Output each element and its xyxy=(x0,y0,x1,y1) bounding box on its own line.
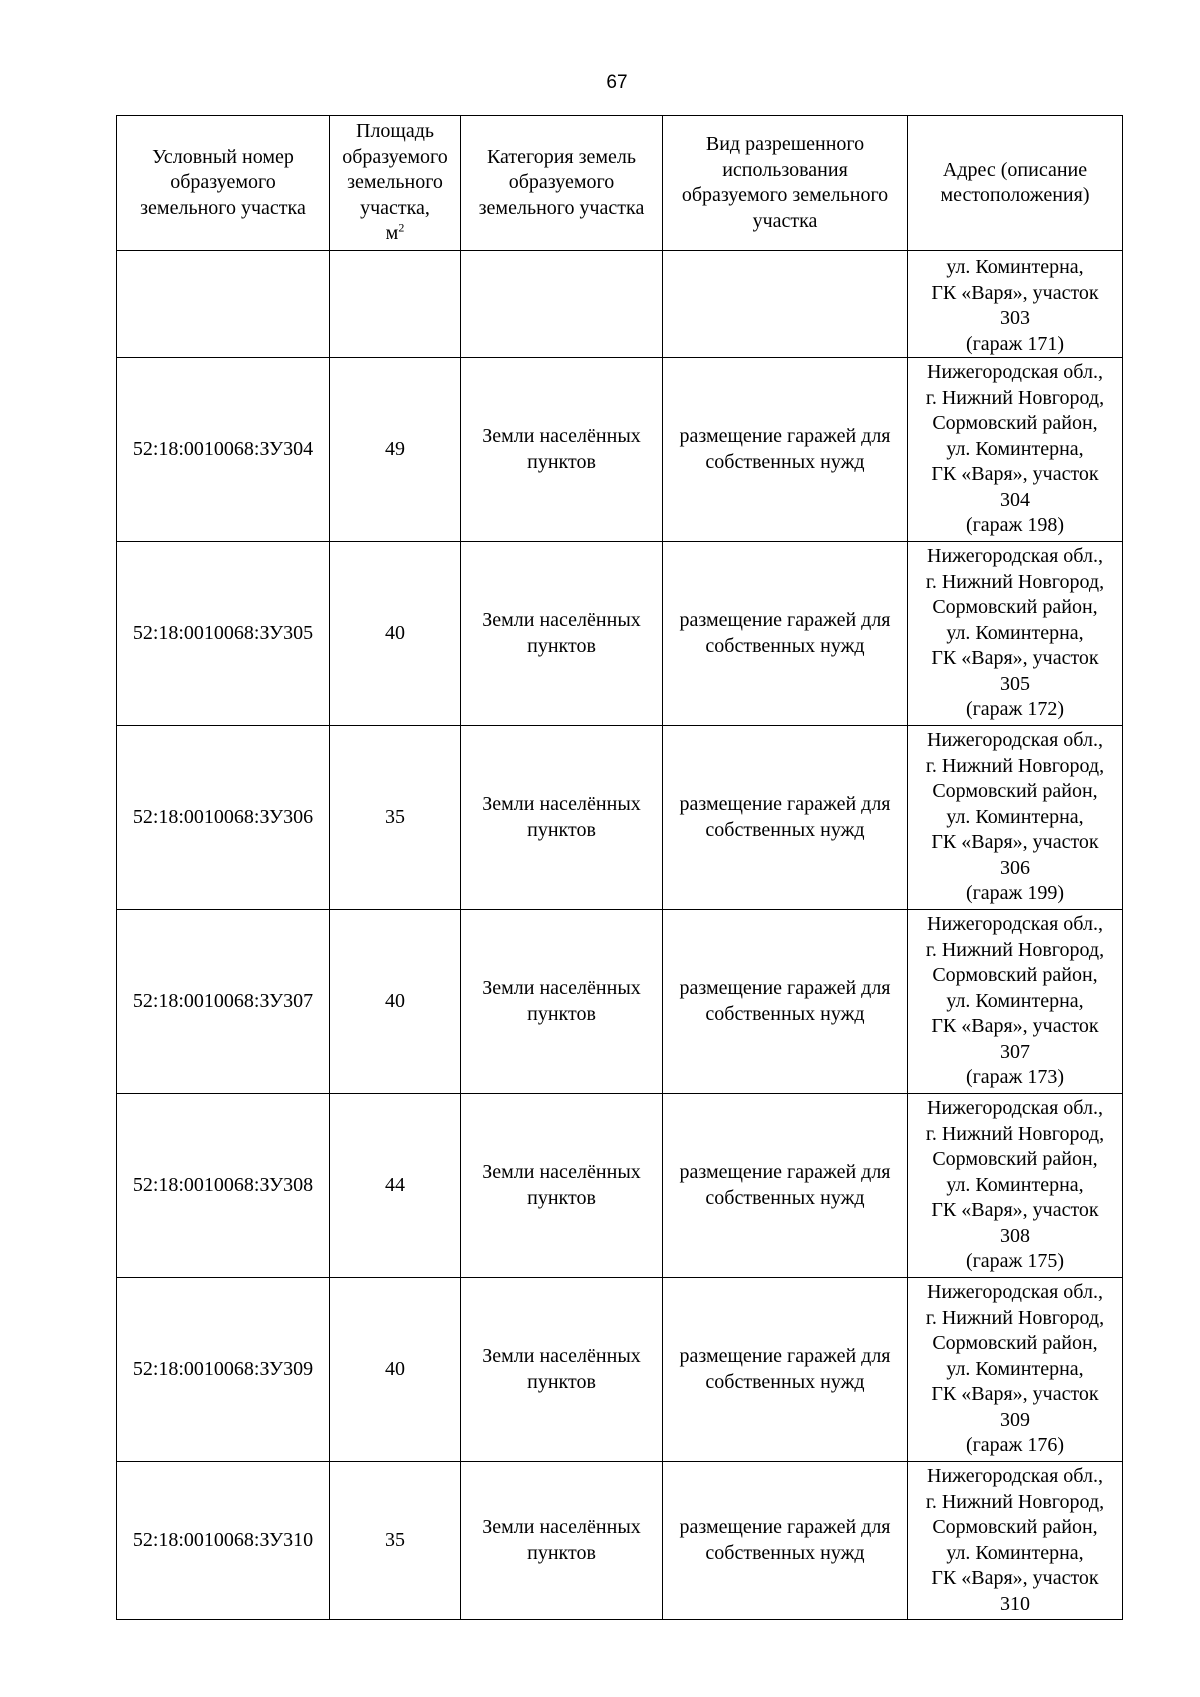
cell-number: 52:18:0010068:ЗУ310 xyxy=(117,1462,330,1620)
table-row xyxy=(117,1462,1123,1620)
area-unit: м xyxy=(385,222,399,245)
cell-number: 52:18:0010068:ЗУ306 xyxy=(117,726,330,910)
cell-category xyxy=(461,251,663,358)
table-row-continued xyxy=(117,251,1123,358)
cell-number xyxy=(117,251,330,358)
cell-usage xyxy=(663,251,908,358)
cell-number: 52:18:0010068:ЗУ304 xyxy=(117,358,330,542)
header-area: Площадь образуемого земельного участка, $м^2$ xyxy=(330,116,461,251)
cell-area: 40 xyxy=(330,542,461,726)
table-header-row xyxy=(117,116,1123,251)
cell-number: 52:18:0010068:ЗУ308 xyxy=(117,1094,330,1278)
table-row xyxy=(117,726,1123,910)
cell-address: Нижегородская обл., г. Нижний Новгород, Сормовский район, ул. Коминтерна, ГК «Варя», участок 306 (гараж 199) xyxy=(908,726,1123,910)
cell-area: 35 xyxy=(330,726,461,910)
cell-usage: размещение гаражей для собственных нужд xyxy=(663,910,908,1094)
cell-usage: размещение гаражей для собственных нужд xyxy=(663,1462,908,1620)
cell-address: Нижегородская обл., г. Нижний Новгород, Сормовский район, ул. Коминтерна, ГК «Варя», участок 310 xyxy=(908,1462,1123,1620)
cell-category: Земли населённых пунктов xyxy=(461,358,663,542)
cell-usage: размещение гаражей для собственных нужд xyxy=(663,358,908,542)
cell-address: Нижегородская обл., г. Нижний Новгород, Сормовский район, ул. Коминтерна, ГК «Варя», участок 305 (гараж 172) xyxy=(908,542,1123,726)
table-row xyxy=(117,910,1123,1094)
cell-address: Нижегородская обл., г. Нижний Новгород, Сормовский район, ул. Коминтерна, ГК «Варя», участок 309 (гараж 176) xyxy=(908,1278,1123,1462)
table-row xyxy=(117,358,1123,542)
cell-usage: размещение гаражей для собственных нужд xyxy=(663,1094,908,1278)
cell-area: 40 xyxy=(330,910,461,1094)
header-usage: Вид разрешенного использования образуемого земельного участка xyxy=(663,116,908,251)
cell-area xyxy=(330,251,461,358)
cell-address: Нижегородская обл., г. Нижний Новгород, Сормовский район, ул. Коминтерна, ГК «Варя», участок 308 (гараж 175) xyxy=(908,1094,1123,1278)
cell-number: 52:18:0010068:ЗУ307 xyxy=(117,910,330,1094)
cell-usage: размещение гаражей для собственных нужд xyxy=(663,1278,908,1462)
cell-area: 40 xyxy=(330,1278,461,1462)
cell-category: Земли населённых пунктов xyxy=(461,910,663,1094)
cell-category: Земли населённых пунктов xyxy=(461,1462,663,1620)
cell-usage: размещение гаражей для собственных нужд xyxy=(663,726,908,910)
land-plots-table xyxy=(116,115,1123,1620)
header-number: Условный номер образуемого земельного участка xyxy=(117,116,330,251)
cell-area: 35 xyxy=(330,1462,461,1620)
cell-address: Нижегородская обл., г. Нижний Новгород, Сормовский район, ул. Коминтерна, ГК «Варя», участок 307 (гараж 173) xyxy=(908,910,1123,1094)
header-category: Категория земель образуемого земельного участка xyxy=(461,116,663,251)
page-number: 67 xyxy=(606,72,628,93)
cell-usage: размещение гаражей для собственных нужд xyxy=(663,542,908,726)
cell-category: Земли населённых пунктов xyxy=(461,1094,663,1278)
cell-category: Земли населённых пунктов xyxy=(461,726,663,910)
area-unit-power: 2 xyxy=(398,220,405,235)
table-row xyxy=(117,1094,1123,1278)
table-row xyxy=(117,542,1123,726)
cell-address: Нижегородская обл., г. Нижний Новгород, Сормовский район, ул. Коминтерна, ГК «Варя», участок 304 (гараж 198) xyxy=(908,358,1123,542)
cell-category: Земли населённых пунктов xyxy=(461,1278,663,1462)
cell-number: 52:18:0010068:ЗУ309 xyxy=(117,1278,330,1462)
header-address: Адрес (описание местоположения) xyxy=(908,116,1123,251)
cell-address: ул. Коминтерна, ГК «Варя», участок 303 (гараж 171) xyxy=(908,251,1123,358)
cell-area: 44 xyxy=(330,1094,461,1278)
cell-number: 52:18:0010068:ЗУ305 xyxy=(117,542,330,726)
cell-category: Земли населённых пунктов xyxy=(461,542,663,726)
table-row xyxy=(117,1278,1123,1462)
cell-area: 49 xyxy=(330,358,461,542)
